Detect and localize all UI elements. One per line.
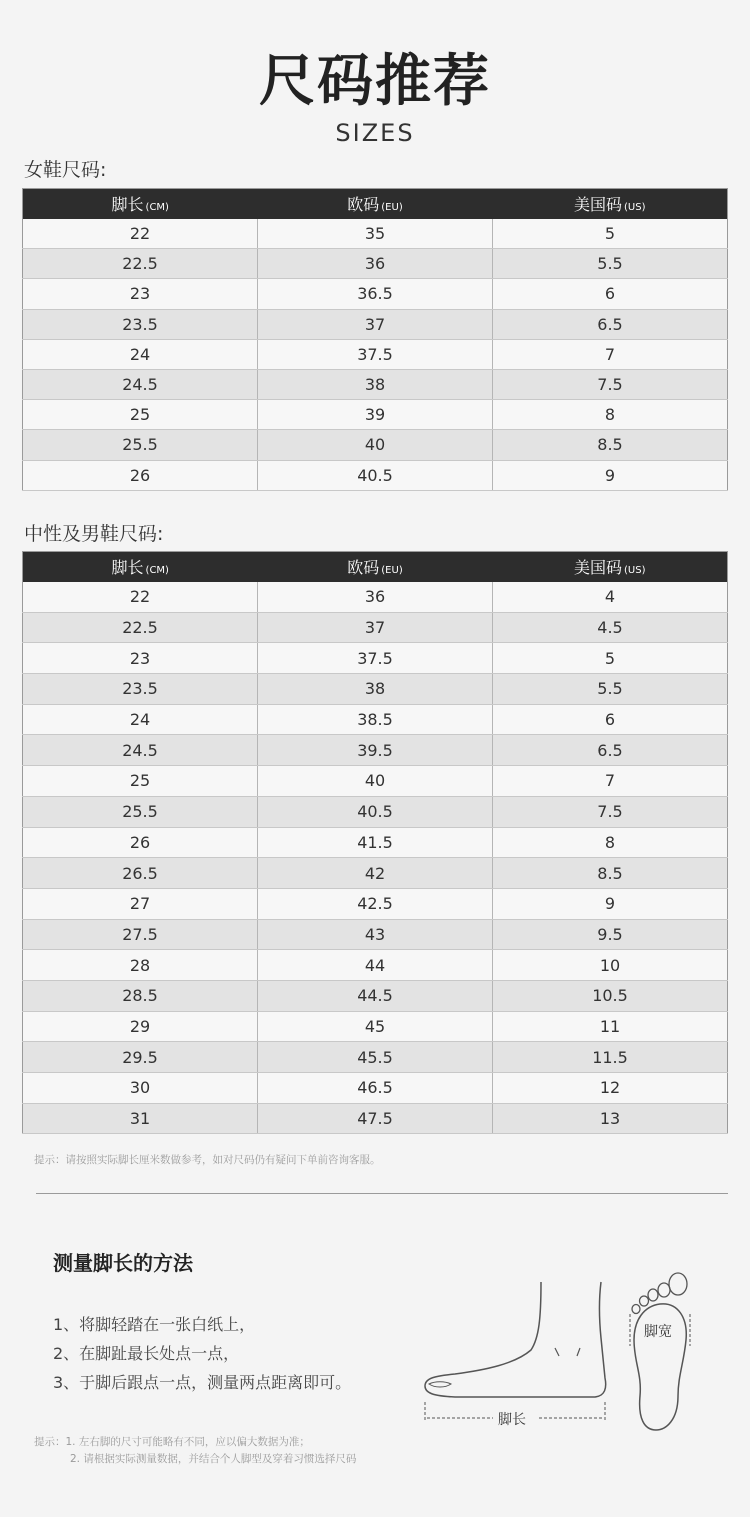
tip-text: 提示：请按照实际脚长厘米数做参考，如对尺码仍有疑问下单前咨询客服。 (34, 1154, 381, 1166)
cell-eu: 37.5 (258, 643, 493, 674)
cell-us: 8.5 (493, 858, 728, 889)
women-section-label: 女鞋尺码: (24, 159, 107, 181)
cell-foot-length: 23.5 (23, 309, 258, 339)
cell-us: 5.5 (493, 249, 728, 279)
cell-us: 11.5 (493, 1042, 728, 1073)
header-foot-length: 脚长 (CM) (23, 189, 258, 219)
cell-foot-length: 29.5 (23, 1042, 258, 1073)
table-row (23, 827, 728, 858)
step-3: 3、于脚后跟点一点，测量两点距离即可。 (53, 1373, 352, 1392)
cell-eu: 35 (258, 219, 493, 249)
men-section-label: 中性及男鞋尺码: (24, 523, 164, 545)
men-size-table (22, 551, 728, 1134)
cell-foot-length: 24 (23, 339, 258, 369)
cell-us: 12 (493, 1073, 728, 1104)
page-title-cn: 尺码推荐 (259, 49, 491, 114)
cell-foot-length: 30 (23, 1073, 258, 1104)
cell-us: 5.5 (493, 674, 728, 705)
cell-eu: 37 (258, 612, 493, 643)
header-us: 美国码 (US) (493, 189, 728, 219)
cell-eu: 39 (258, 400, 493, 430)
cell-eu: 46.5 (258, 1073, 493, 1104)
cell-eu: 42 (258, 858, 493, 889)
cell-us: 9 (493, 460, 728, 490)
table-row (23, 612, 728, 643)
cell-us: 6 (493, 279, 728, 309)
cell-foot-length: 27 (23, 888, 258, 919)
table-row (23, 643, 728, 674)
table-row (23, 279, 728, 309)
header-eu: 欧码 (EU) (258, 552, 493, 582)
foot-side-illustration (415, 1278, 615, 1428)
foot-width-label: 脚宽 (644, 1321, 672, 1341)
table-row (23, 796, 728, 827)
cell-eu: 40 (258, 430, 493, 460)
table-row (23, 1103, 728, 1134)
cell-us: 8 (493, 400, 728, 430)
cell-foot-length: 22.5 (23, 249, 258, 279)
cell-eu: 42.5 (258, 888, 493, 919)
step-2: 2、在脚趾最长处点一点， (53, 1344, 240, 1363)
cell-foot-length: 23 (23, 643, 258, 674)
cell-eu: 45.5 (258, 1042, 493, 1073)
cell-eu: 40.5 (258, 460, 493, 490)
divider (36, 1193, 728, 1194)
cell-foot-length: 22 (23, 219, 258, 249)
cell-us: 9.5 (493, 919, 728, 950)
table-row (23, 674, 728, 705)
table-header-row (23, 552, 728, 582)
table-row (23, 858, 728, 889)
cell-us: 8.5 (493, 430, 728, 460)
cell-us: 10.5 (493, 980, 728, 1011)
cell-us: 11 (493, 1011, 728, 1042)
step-1: 1、将脚轻踏在一张白纸上， (53, 1315, 256, 1334)
cell-eu: 36.5 (258, 279, 493, 309)
cell-foot-length: 27.5 (23, 919, 258, 950)
cell-eu: 40.5 (258, 796, 493, 827)
page-title-en: SIZES (335, 119, 415, 147)
table-row (23, 1011, 728, 1042)
cell-foot-length: 23.5 (23, 674, 258, 705)
cell-eu: 47.5 (258, 1103, 493, 1134)
cell-us: 9 (493, 888, 728, 919)
cell-us: 13 (493, 1103, 728, 1134)
cell-eu: 44.5 (258, 980, 493, 1011)
cell-foot-length: 25 (23, 766, 258, 797)
cell-foot-length: 28 (23, 950, 258, 981)
cell-us: 7.5 (493, 369, 728, 399)
cell-us: 6 (493, 704, 728, 735)
note-2: 2. 请根据实际测量数据，并结合个人脚型及穿着习惯选择尺码 (70, 1453, 357, 1465)
table-row (23, 582, 728, 613)
cell-us: 4.5 (493, 612, 728, 643)
women-size-table (22, 188, 728, 491)
table-row (23, 888, 728, 919)
table-row (23, 980, 728, 1011)
table-row (23, 339, 728, 369)
table-row (23, 919, 728, 950)
table-row (23, 219, 728, 249)
cell-us: 7 (493, 766, 728, 797)
cell-eu: 40 (258, 766, 493, 797)
foot-sole-illustration (620, 1270, 700, 1436)
cell-us: 7 (493, 339, 728, 369)
table-row (23, 400, 728, 430)
header-foot-length: 脚长 (CM) (23, 552, 258, 582)
cell-foot-length: 25 (23, 400, 258, 430)
cell-foot-length: 31 (23, 1103, 258, 1134)
cell-eu: 39.5 (258, 735, 493, 766)
cell-foot-length: 23 (23, 279, 258, 309)
cell-foot-length: 25.5 (23, 796, 258, 827)
table-row (23, 369, 728, 399)
table-row (23, 704, 728, 735)
foot-length-label: 脚长 (498, 1412, 526, 1428)
cell-eu: 38.5 (258, 704, 493, 735)
cell-eu: 41.5 (258, 827, 493, 858)
table-row (23, 766, 728, 797)
table-row (23, 249, 728, 279)
method-title: 测量脚长的方法 (53, 1251, 193, 1275)
cell-us: 5 (493, 219, 728, 249)
header-us: 美国码 (US) (493, 552, 728, 582)
note-1: 提示：1. 左右脚的尺寸可能略有不同，应以偏大数据为准； (34, 1436, 310, 1448)
table-row (23, 309, 728, 339)
cell-us: 7.5 (493, 796, 728, 827)
table-row (23, 430, 728, 460)
cell-foot-length: 25.5 (23, 430, 258, 460)
table-row (23, 1073, 728, 1104)
cell-eu: 36 (258, 582, 493, 613)
table-row (23, 735, 728, 766)
cell-foot-length: 26 (23, 460, 258, 490)
cell-us: 6.5 (493, 309, 728, 339)
cell-foot-length: 24.5 (23, 735, 258, 766)
cell-foot-length: 22.5 (23, 612, 258, 643)
cell-us: 4 (493, 582, 728, 613)
cell-foot-length: 26.5 (23, 858, 258, 889)
cell-foot-length: 22 (23, 582, 258, 613)
table-header-row (23, 189, 728, 219)
cell-us: 8 (493, 827, 728, 858)
cell-us: 5 (493, 643, 728, 674)
cell-eu: 43 (258, 919, 493, 950)
cell-eu: 38 (258, 674, 493, 705)
cell-foot-length: 26 (23, 827, 258, 858)
cell-eu: 36 (258, 249, 493, 279)
cell-us: 10 (493, 950, 728, 981)
cell-eu: 37 (258, 309, 493, 339)
cell-foot-length: 24.5 (23, 369, 258, 399)
header-eu: 欧码 (EU) (258, 189, 493, 219)
table-row (23, 460, 728, 490)
cell-eu: 37.5 (258, 339, 493, 369)
cell-foot-length: 24 (23, 704, 258, 735)
cell-foot-length: 28.5 (23, 980, 258, 1011)
table-row (23, 1042, 728, 1073)
cell-us: 6.5 (493, 735, 728, 766)
cell-eu: 45 (258, 1011, 493, 1042)
cell-eu: 38 (258, 369, 493, 399)
table-row (23, 950, 728, 981)
cell-foot-length: 29 (23, 1011, 258, 1042)
cell-eu: 44 (258, 950, 493, 981)
